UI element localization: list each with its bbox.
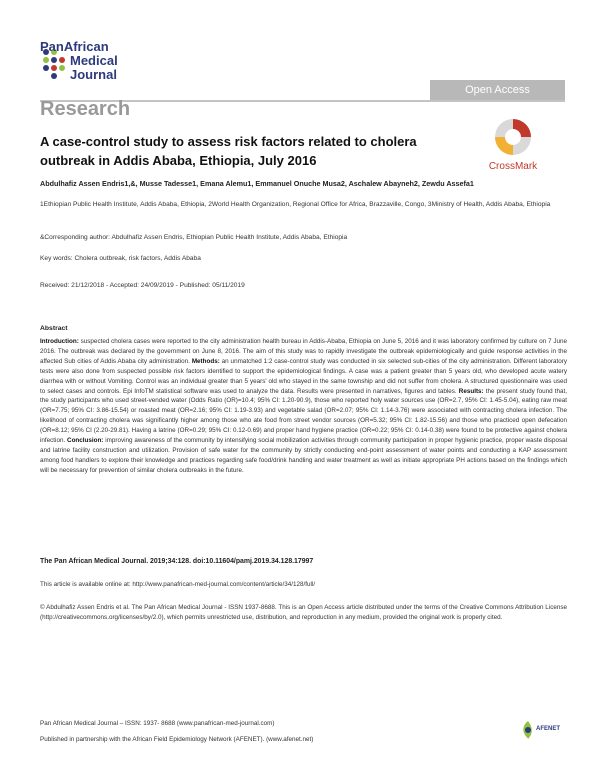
crossmark-badge[interactable]: [478, 115, 548, 177]
keywords: Key words: Cholera outbreak, risk factors, Addis Ababa: [40, 255, 201, 262]
afenet-logo: [520, 720, 568, 744]
abstract-conclusion: improving awareness of the community by intensifying social mobilization activities through community participation in proper hygienic practice, proper waste disposal and latrine facility construction and utilization. Provision of safe water for the community by strictly conducting end-point assessment of water points and conducting a KAP assessment among food handlers to explore their knowledge and practices regarding safe food/drink handling and water treatment as well as initiate appropriate PH actions based on the findings which will be necessary for prevention of similar cholera outbreaks in the future.: [40, 437, 567, 474]
section-label: Research: [40, 98, 131, 120]
abstract-heading: Abstract: [40, 325, 68, 332]
abstract-methods-label: Methods:: [191, 357, 220, 365]
afenet-label: AFENET: [536, 726, 560, 732]
crossmark-icon: [478, 115, 548, 177]
abstract-methods: an unmatched 1:2 case-control study was conducted in six selected sub-cities of the city administration. Different laboratory tests were also done from suspected possible risk factors identified to support the epidemiological findings. A case was a patient greater than 5 years old, who developed acute watery diarrhea with or without Vomiting. Control was an individual greater than 5 years' old who stayed in the same township and did not suffer from cholera. A structured questionnaire was used to select cases and controls. Epi InfoTM statistical software was used to analyze the data. Results were presented in narratives, figures and tables.: [40, 357, 568, 395]
corresponding-author: &Corresponding author: Abdulhafiz Assen Endris, Ethiopian Public Health Institute, Addis Ababa, Ethiopia: [40, 234, 348, 241]
abstract-results: the present study found that, the study participants who used street-vended water (Odds Ratio (OR)=10.4; 95% CI: 1.20-90.9), those who reported holy water sources use (OR=2.7, 95% CI: 1.45-5.04), eating raw meat (OR=7.75; 95% CI: 3.86-15.54) or roasted meat (OR=2.16; 95% CI: 1.19-3.93) and vegetable salad (OR=2.07; 95% CI: 1.14-3.76) were associated with contracting cholera infection. The likelihood of contracting cholera was significantly higher among those who ate food from street vendor sources (OR=5.32; 95% CI: 1.82-15.56) and those who practiced open defecation (OR=8.12; 95% CI (2.20-29.81). Having a latrine (OR=0.29; 95% CI: 0.12-0.69) and proper hand hygiene practice (OR=0.22; 95% CI: 0.14-0.38) were found to be protective against cholera infection.: [40, 387, 567, 445]
journal-logo: [40, 38, 150, 88]
logo-word-panafrican: PanAfrican: [40, 39, 109, 54]
logo-word-journal: Journal: [70, 67, 117, 82]
crossmark-label: CrossMark: [488, 161, 538, 172]
abstract-body: [40, 337, 567, 476]
abstract-conclusion-label: Conclusion:: [67, 437, 104, 445]
license-statement: © Abdulhafiz Assen Endris et al. The Pan African Medical Journal - ISSN 1937-8688. This is an Open Access article distributed under the terms of the Creative Commons Attribution License (http://creativecommons.org/licenses/by/2.0), which permits unrestricted use, distribution, and reproduction in any medium, provided the original work is properly cited.: [40, 604, 567, 621]
footer-issn: Pan African Medical Journal – ISSN: 1937- 8688 (www.panafrican-med-journal.com): [40, 720, 275, 727]
author-list: Abdulhafiz Assen Endris1,&, Musse Tadesse1, Emana Alemu1, Emmanuel Onuche Musa2, Aschalew Abayneh2, Zewdu Assefa1: [40, 179, 474, 188]
abstract-results-label: Results:: [458, 387, 484, 395]
affiliations: 1Ethiopian Public Health Institute, Addis Ababa, Ethiopia, 2World Health Organization, Regional Office for Africa, Brazzaville, Congo, 3Ministry of Health, Addis Ababa, Ethiopia: [40, 201, 551, 208]
afenet-emblem-icon: [520, 720, 536, 740]
availability-link[interactable]: This article is available online at: http://www.panafrican-med-journal.com/content/article/34/128/full/: [40, 581, 316, 588]
journal-citation: The Pan African Medical Journal. 2019;34:128. doi:10.11604/pamj.2019.34.128.17997: [40, 558, 314, 565]
logo-word-medical: Medical: [70, 53, 118, 68]
footer-partnership: Published in partnership with the African Field Epidemiology Network (AFENET). (www.afenet.net): [40, 736, 314, 743]
open-access-badge: Open Access: [430, 80, 565, 100]
abstract-intro: suspected cholera cases were reported to the city administration health bureau in Addis-Ababa, Ethiopia on June 5, 2016 and it was laboratory confirmed by culture on 7 June 2016. The outbreak was declared by the government on June 8, 2016. The aim of this study was to rapidly investigate the outbreak epidemiologically and guide response activities in the affected Sub cities of Addis Ababa city administration.: [40, 338, 567, 365]
article-title: A case-control study to assess risk factors related to cholera outbreak in Addis Ababa, Ethiopia, July 2016: [40, 134, 417, 168]
article-dates: Received: 21/12/2018 - Accepted: 24/09/2019 - Published: 05/11/2019: [40, 282, 245, 289]
abstract-intro-label: Introduction:: [40, 338, 79, 345]
